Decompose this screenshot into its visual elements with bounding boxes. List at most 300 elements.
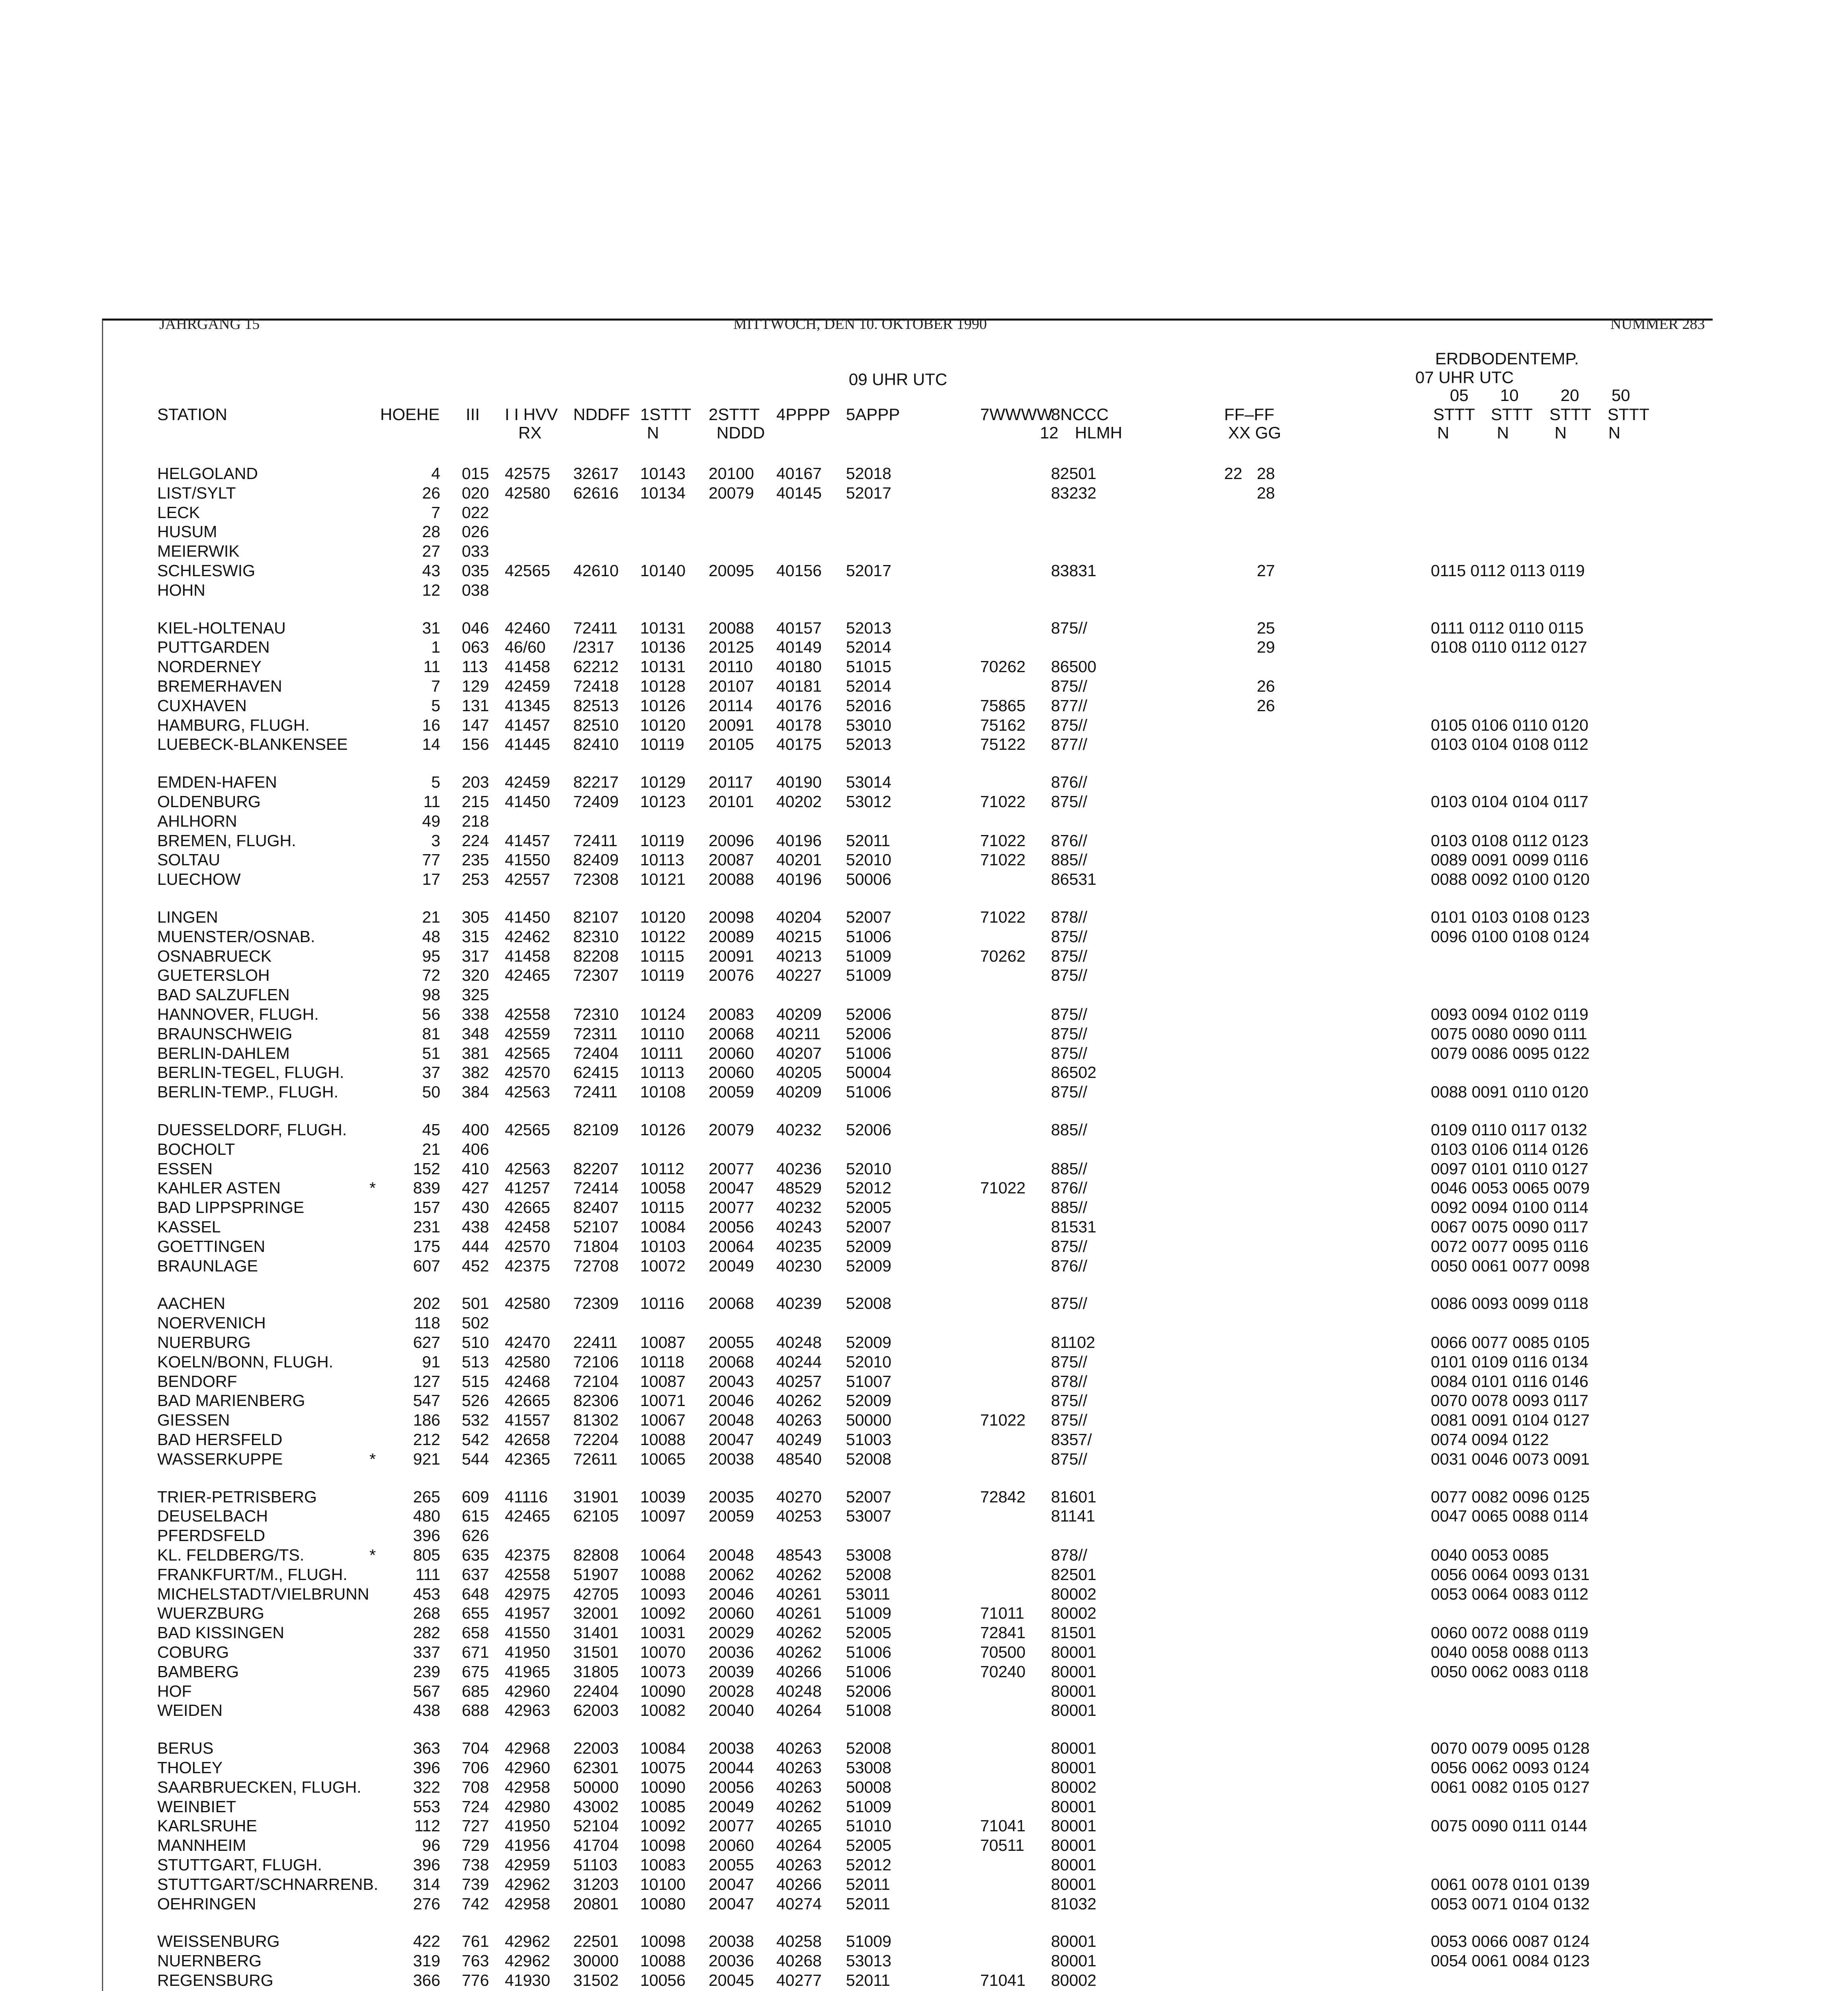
group-8nccc: 82501 [1051,1565,1097,1584]
station-height: 51 [422,1044,440,1062]
station-name: NOERVENICH [157,1314,266,1332]
group-5: 40209 [776,1083,822,1101]
group-5: 40277 [776,1971,822,1989]
station-height: 37 [422,1063,440,1082]
table-row [0,831,1848,850]
group-3: 10031 [640,1623,686,1642]
issue-number: NUMMER 283 [1610,316,1705,332]
group-2: 82310 [573,927,619,946]
table-row [0,966,1848,985]
group-6: 52012 [846,1856,892,1874]
group-5: 40263 [776,1856,822,1874]
group-3: 10110 [640,1025,684,1043]
group-2: 71804 [573,1237,619,1256]
table-row [0,1044,1848,1063]
group-1: 42375 [505,1257,551,1275]
group-8nccc: 8357/ [1051,1430,1092,1449]
station-height: 118 [414,1314,440,1332]
group-2: 72104 [573,1372,619,1391]
station-index: 513 [462,1353,489,1371]
group-1: 41950 [505,1817,551,1835]
group-5: 40262 [776,1643,822,1661]
group-4: 20077 [709,1160,754,1178]
station-index: 501 [462,1294,489,1312]
group-4: 20079 [709,484,754,502]
group-8nccc: 875// [1051,619,1088,637]
station-index: 739 [462,1875,489,1893]
mountain-station-marker: * [369,1546,376,1564]
group-3: 10088 [640,1952,686,1970]
group-1: 42462 [505,927,551,946]
station-index: 609 [462,1488,489,1506]
group-6: 51010 [846,1817,892,1835]
group-4: 20049 [709,1257,754,1275]
group-6: 52006 [846,1005,892,1023]
group-1: 41965 [505,1662,551,1681]
group-8nccc: 877// [1051,735,1088,753]
col-soil-20: STTT [1549,405,1591,424]
group-2: 82808 [573,1546,619,1564]
station-index: 015 [462,464,489,483]
group-4: 20068 [709,1025,754,1043]
table-row [0,1971,1848,1990]
station-name: BENDORF [157,1372,237,1391]
group-5: 40274 [776,1895,822,1913]
gust-ff-2: 26 [1257,696,1275,715]
station-name: OEHRINGEN [157,1895,256,1913]
station-name: KARLSRUHE [157,1817,257,1835]
soil-depth-50: 50 [1612,386,1630,405]
station-height: 839 [413,1179,440,1197]
group-2: 31401 [573,1623,619,1642]
group-1: 42459 [505,773,551,791]
soil-temperatures: 0053 0064 0083 0112 [1431,1585,1588,1603]
group-3: 10126 [640,696,686,715]
group-8nccc: 80001 [1051,1701,1097,1719]
group-5: 40258 [776,1932,822,1950]
table-row [0,1643,1848,1662]
group-2: 72404 [573,1044,619,1062]
station-name: BAD MARIENBERG [157,1391,305,1410]
group-5: 40190 [776,773,822,791]
table-row [0,1063,1848,1082]
group-5: 48543 [776,1546,822,1564]
group-1: 41957 [505,1604,551,1622]
group-2: 22501 [573,1932,619,1950]
station-index: 708 [462,1778,489,1796]
group-8nccc: 875// [1051,1025,1088,1043]
soil-temperatures: 0103 0108 0112 0123 [1431,831,1588,850]
group-5: 40167 [776,464,822,483]
group-4: 20047 [709,1430,754,1449]
station-name: THOLEY [157,1758,223,1777]
station-name: MUENSTER/OSNAB. [157,927,315,946]
group-3: 10120 [640,908,686,926]
soil-temperatures: 0111 0112 0110 0115 [1431,619,1584,637]
table-row [0,618,1848,638]
group-5: 40264 [776,1701,822,1719]
group-4: 20040 [709,1701,754,1719]
group-4: 20096 [709,831,754,850]
station-index: 384 [462,1083,489,1101]
group-2: 50000 [573,1778,619,1796]
group-2: 62105 [573,1507,619,1525]
group-6: 53007 [846,1507,892,1525]
group-4: 20087 [709,851,754,869]
station-name: HUSUM [157,522,217,541]
group-7www: 71041 [980,1971,1026,1989]
table-row [0,657,1848,676]
group-5: 40149 [776,638,822,656]
group-1: 42563 [505,1083,551,1101]
col-ff: FF–FF [1224,405,1274,424]
station-index: 317 [462,947,489,965]
group-8nccc: 876// [1051,1179,1088,1197]
group-8nccc: 885// [1051,1198,1088,1217]
group-1: 42960 [505,1682,551,1700]
station-height: 322 [413,1778,440,1796]
station-index: 438 [462,1218,489,1236]
station-index: 131 [462,696,489,715]
group-3: 10087 [640,1372,686,1391]
station-index: 400 [462,1121,489,1139]
group-5: 40261 [776,1585,822,1603]
station-name: REGENSBURG [157,1971,273,1989]
group-6: 52006 [846,1025,892,1043]
table-row [0,1701,1848,1720]
group-5: 40180 [776,657,822,676]
group-2: 31203 [573,1875,619,1893]
station-height: 7 [431,677,440,695]
table-row [0,1604,1848,1623]
group-2: 82207 [573,1160,619,1178]
group-2: 72418 [573,677,619,695]
group-6: 52006 [846,1682,892,1700]
group-5: 40235 [776,1237,822,1256]
group-3: 10108 [640,1083,686,1101]
issue-date: MITTWOCH, DEN 10. OKTOBER 1990 [733,316,987,332]
group-5: 40239 [776,1294,822,1312]
group-6: 52017 [846,561,892,580]
soil-temperatures: 0031 0046 0073 0091 [1431,1450,1590,1468]
group-5: 40263 [776,1758,822,1777]
gust-ff-2: 28 [1257,484,1275,502]
group-2: 72409 [573,792,619,811]
group-8nccc: 875// [1051,792,1088,811]
group-2: 82409 [573,851,619,869]
col-w7-sub: 12 [1040,423,1059,442]
group-6: 51003 [846,1430,892,1449]
group-5: 40248 [776,1333,822,1351]
group-4: 20098 [709,908,754,926]
station-index: 430 [462,1198,489,1217]
group-3: 10118 [640,1353,684,1371]
group-3: 10121 [640,870,686,888]
group-6: 51006 [846,1662,892,1681]
group-1: 41345 [505,696,551,715]
soil-temperatures: 0072 0077 0095 0116 [1431,1237,1588,1256]
group-2: 72411 [573,831,617,850]
group-5: 40196 [776,870,822,888]
group-1: 41930 [505,1971,551,1989]
group-7www: 71022 [980,792,1026,811]
group-2: 32617 [573,464,619,483]
station-height: 607 [413,1257,440,1275]
station-index: 742 [462,1895,489,1913]
group-1: 42570 [505,1063,551,1082]
group-4: 20088 [709,870,754,888]
soil-temperatures: 0075 0090 0111 0144 [1431,1817,1587,1835]
station-height: 95 [422,947,440,965]
soil-temperatures: 0103 0104 0104 0117 [1431,792,1588,811]
group-3: 10126 [640,1121,686,1139]
table-row [0,1449,1848,1469]
soil-temperatures: 0109 0110 0117 0132 [1431,1121,1587,1139]
table-row [0,735,1848,754]
group-3: 10090 [640,1682,686,1700]
group-2: 72310 [573,1005,619,1023]
group-8nccc: 875// [1051,966,1088,984]
group-8nccc: 86531 [1051,870,1097,888]
col-w7: 7WWWW [980,405,1053,424]
station-index: 203 [462,773,489,791]
group-8nccc: 80001 [1051,1758,1097,1777]
group-7www: 71022 [980,908,1026,926]
station-index: 724 [462,1797,489,1816]
group-6: 50004 [846,1063,892,1082]
group-1: 42470 [505,1333,551,1351]
station-name: WEISSENBURG [157,1932,280,1950]
group-4: 20039 [709,1662,754,1681]
station-name: KIEL-HOLTENAU [157,619,286,637]
station-index: 675 [462,1662,489,1681]
col-g1: I I HVV [505,405,558,424]
group-6: 52007 [846,1218,892,1236]
group-4: 20048 [709,1546,754,1564]
table-row [0,1506,1848,1526]
station-height: 314 [413,1875,440,1893]
soil-temperatures: 0040 0058 0088 0113 [1431,1643,1588,1661]
group-3: 10103 [640,1237,686,1256]
station-name: HAMBURG, FLUGH. [157,716,310,734]
station-index: 444 [462,1237,489,1256]
station-height: 175 [413,1237,440,1256]
group-6: 51006 [846,1083,892,1101]
group-6: 53011 [846,1585,890,1603]
station-height: 14 [422,735,440,753]
station-name: HELGOLAND [157,464,258,483]
station-index: 253 [462,870,489,888]
group-7www: 70262 [980,947,1026,965]
gust-ff-2: 29 [1257,638,1275,656]
group-4: 20047 [709,1875,754,1893]
station-name: HOF [157,1682,192,1700]
soil-temperatures: 0101 0103 0108 0123 [1431,908,1590,926]
station-name: SOLTAU [157,851,220,869]
group-2: 62003 [573,1701,619,1719]
group-1: 41257 [505,1179,551,1197]
station-height: 366 [413,1971,440,1989]
station-height: 48 [422,927,440,946]
group-3: 10123 [640,792,686,811]
station-index: 063 [462,638,489,656]
group-3: 10056 [640,1971,686,1989]
station-height: 11 [423,792,440,811]
station-index: 761 [462,1932,489,1950]
group-8nccc: 80001 [1051,1875,1097,1893]
group-6: 52014 [846,677,892,695]
group-4: 20046 [709,1391,754,1410]
group-6: 52010 [846,1353,892,1371]
group-2: 20801 [573,1895,619,1913]
table-row [0,677,1848,696]
station-index: 406 [462,1140,489,1158]
group-6: 52016 [846,696,892,715]
group-8nccc: 878// [1051,908,1088,926]
table-row [0,638,1848,657]
station-name: TRIER-PETRISBERG [157,1488,317,1506]
group-1: 46/60 [505,638,546,656]
group-1: 42468 [505,1372,551,1391]
group-6: 52012 [846,1179,892,1197]
station-height: 438 [413,1701,440,1719]
station-height: 96 [422,1836,440,1854]
group-1: 41950 [505,1643,551,1661]
group-7www: 75162 [980,716,1026,734]
station-name: ESSEN [157,1160,213,1178]
group-1: 41450 [505,792,551,811]
group-4: 20060 [709,1063,754,1082]
station-height: 396 [413,1856,440,1874]
group-5: 40178 [776,716,822,734]
group-8nccc: 885// [1051,1121,1088,1139]
table-row [0,1178,1848,1197]
table-row [0,1836,1848,1855]
group-8nccc: 81531 [1051,1218,1097,1236]
soil-temperatures: 0086 0093 0099 0118 [1431,1294,1588,1312]
group-4: 20048 [709,1411,754,1429]
group-6: 51008 [846,1701,892,1719]
group-6: 53008 [846,1546,892,1564]
soil-temperatures: 0093 0094 0102 0119 [1431,1005,1588,1023]
station-name: AHLHORN [157,812,237,830]
station-name: BOCHOLT [157,1140,235,1158]
soil-temperatures: 0077 0082 0096 0125 [1431,1488,1590,1506]
station-name: GIESSEN [157,1411,230,1429]
station-index: 348 [462,1025,489,1043]
station-index: 410 [462,1160,489,1178]
group-8nccc: 81102 [1051,1333,1095,1351]
group-3: 10143 [640,464,686,483]
group-2: 72414 [573,1179,619,1197]
station-name: DEUSELBACH [157,1507,268,1525]
group-1: 42365 [505,1450,551,1468]
group-2: 81302 [573,1411,619,1429]
group-4: 20083 [709,1005,754,1023]
group-8nccc: 876// [1051,1257,1088,1275]
group-3: 10119 [640,966,684,984]
group-2: 62415 [573,1063,619,1082]
station-index: 325 [462,986,489,1004]
station-name: COBURG [157,1643,229,1661]
group-4: 20091 [709,947,754,965]
group-3: 10122 [640,927,686,946]
group-2: 30000 [573,1952,619,1970]
station-height: 4 [431,464,440,483]
table-row [0,1797,1848,1816]
station-height: 50 [422,1083,440,1101]
station-height: 157 [413,1198,440,1217]
station-name: DUESSELDORF, FLUGH. [157,1121,347,1139]
group-8nccc: 885// [1051,1160,1088,1178]
group-8nccc: 81141 [1051,1507,1095,1525]
group-5: 40263 [776,1411,822,1429]
table-row [0,1333,1848,1352]
mountain-station-marker: * [369,1179,376,1197]
group-2: 41704 [573,1836,619,1854]
group-4: 20059 [709,1083,754,1101]
group-1: 42565 [505,561,551,580]
soil-temperatures: 0060 0072 0088 0119 [1431,1623,1588,1642]
table-row [0,483,1848,503]
group-5: 40261 [776,1604,822,1622]
col-g5: 4PPPP [776,405,830,424]
group-6: 52007 [846,908,892,926]
group-1: 41458 [505,947,551,965]
group-1: 41457 [505,831,551,850]
col-soil-50: STTT [1608,405,1649,424]
group-3: 10058 [640,1179,686,1197]
group-3: 10140 [640,561,686,580]
group-3: 10080 [640,1895,686,1913]
group-1: 42963 [505,1701,551,1719]
group-4: 20043 [709,1372,754,1391]
station-name: NUERNBERG [157,1952,262,1970]
station-name: WEIDEN [157,1701,223,1719]
group-8nccc: 80001 [1051,1952,1097,1970]
group-6: 52006 [846,1121,892,1139]
group-6: 51009 [846,1797,892,1816]
group-5: 40211 [776,1025,820,1043]
group-7www: 70511 [980,1836,1024,1854]
station-height: 396 [413,1526,440,1545]
group-5: 40262 [776,1797,822,1816]
table-row [0,1294,1848,1313]
group-4: 20047 [709,1895,754,1913]
group-1: 42375 [505,1546,551,1564]
station-index: 033 [462,542,489,560]
group-1: 42580 [505,1353,551,1371]
group-8nccc: 80001 [1051,1662,1097,1681]
station-name: WUERZBURG [157,1604,264,1622]
table-row [0,1875,1848,1894]
group-4: 20101 [709,792,754,811]
group-8nccc: 80002 [1051,1778,1097,1796]
station-name: HOHN [157,581,205,599]
station-index: 315 [462,927,489,946]
group-5: 40232 [776,1198,822,1217]
col-g1-sub: RX [518,423,542,442]
group-2: 72611 [573,1450,617,1468]
soil-temperatures: 0067 0075 0090 0117 [1431,1218,1588,1236]
station-index: 427 [462,1179,489,1197]
station-height: 31 [422,619,440,637]
station-name: BERUS [157,1739,214,1757]
group-3: 10073 [640,1662,686,1681]
station-index: 224 [462,831,489,850]
station-height: 202 [413,1294,440,1312]
station-height: 27 [422,542,440,560]
